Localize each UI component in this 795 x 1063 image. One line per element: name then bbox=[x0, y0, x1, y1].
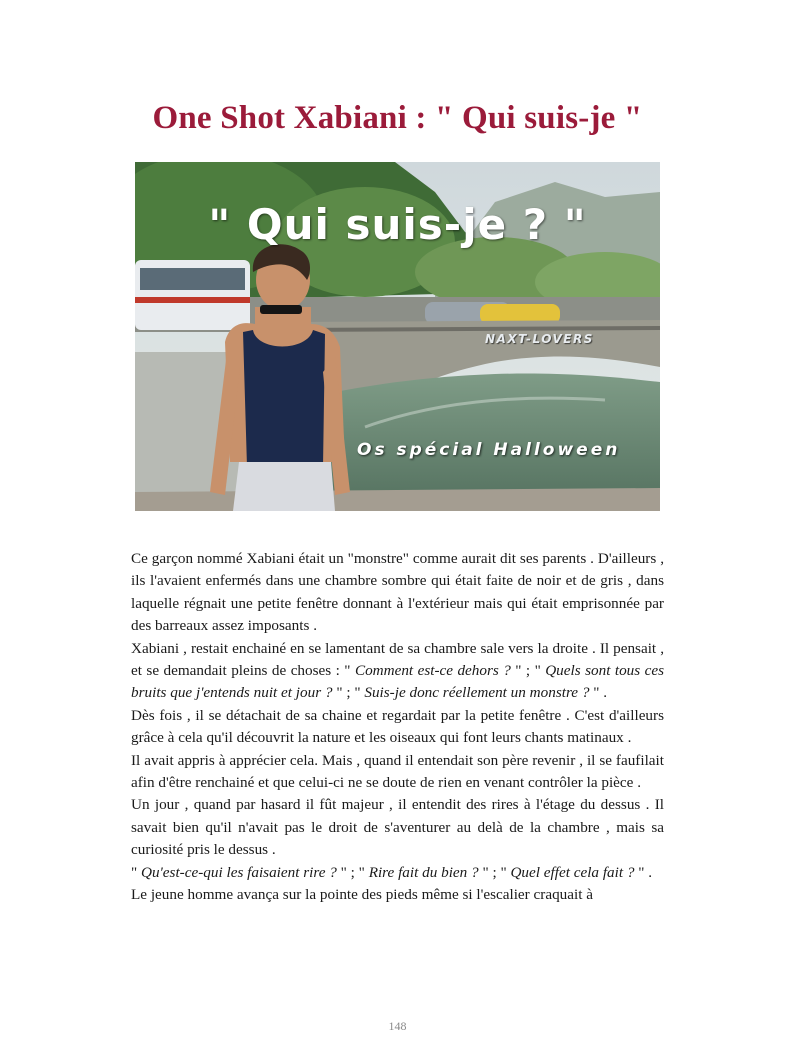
page-number: 148 bbox=[388, 1019, 407, 1033]
quoted-thought: Suis-je donc réellement un monstre ? bbox=[364, 684, 590, 702]
paragraph-text: " ; " bbox=[336, 863, 369, 881]
cover-tag: NAXT-LOVERS bbox=[485, 332, 594, 346]
quoted-thought: Quels sont tous ces bruits que j'entends nuit et jour ? bbox=[131, 662, 665, 702]
quoted-thought: Quel effet cela fait ? bbox=[510, 863, 635, 881]
paragraph-text: " ; " bbox=[510, 662, 546, 680]
paragraph-text: " bbox=[131, 863, 141, 881]
paragraph-text: Il avait appris à apprécier cela. Mais , quand il entendait son père revenir , il se faufilait afin d'être renchainé et que celui-ci ne se doute de rien en venant contrôler la pièce . bbox=[131, 751, 664, 792]
paragraph-text: Xabiani , restait enchainé en se lamentant de sa chambre sale vers la droite . Il pensait , et se demandait pleins de choses : " bbox=[131, 639, 664, 680]
quoted-thought: Comment est-ce dehors ? bbox=[354, 662, 511, 680]
cover-image bbox=[135, 162, 660, 511]
paragraph bbox=[131, 705, 664, 750]
paragraph bbox=[131, 862, 664, 884]
paragraph-text: Un jour , quand par hasard il fût majeur , il entendit des rires à l'étage du dessus . Il savait bien qu'il n'avait pas le droit de s'aventurer au delà de la chambre , mais sa curiosité pris le dessus . bbox=[131, 796, 664, 859]
quoted-thought: Rire fait du bien ? bbox=[368, 863, 479, 881]
cover-subtitle: Os spécial Halloween bbox=[357, 440, 621, 460]
paragraph-text: " . bbox=[634, 863, 653, 881]
paragraph bbox=[131, 794, 664, 861]
paragraph bbox=[131, 750, 664, 795]
paragraph-text: Dès fois , il se détachait de sa chaine et regardait par la petite fenêtre . C'est d'ailleurs grâce à cela qu'il découvrit la nature et les oiseaux qui font leurs chants matinaux . bbox=[131, 706, 664, 747]
paragraph-text: " ; " bbox=[478, 863, 511, 881]
paragraph bbox=[131, 548, 664, 638]
paragraph-text: " ; " bbox=[332, 684, 365, 702]
chapter-title: One Shot Xabiani : " Qui suis-je " bbox=[152, 100, 643, 136]
paragraph-text: Ce garçon nommé Xabiani était un "monstre" comme aurait dit ses parents . D'ailleurs , ils l'avaient enfermés dans une chambre sombre qui était faite de noir et de gris , dans laquelle régnait une petite fenêtre donnant à l'extérieur mais qui était emprisonnée par des barreaux assez imposants . bbox=[131, 550, 664, 635]
paragraph bbox=[131, 884, 664, 906]
paragraph-text: " . bbox=[589, 684, 608, 702]
paragraph bbox=[131, 638, 664, 705]
story-text bbox=[131, 548, 664, 907]
quoted-thought: Qu'est-ce-qui les faisaient rire ? bbox=[141, 863, 337, 881]
cover-heading: " Qui suis-je ? " bbox=[208, 200, 587, 249]
paragraph-text: Le jeune homme avança sur la pointe des pieds même si l'escalier craquait à bbox=[131, 886, 593, 904]
